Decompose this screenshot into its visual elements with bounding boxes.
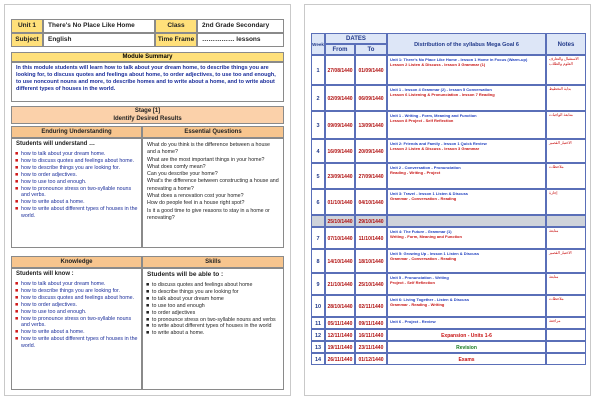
date-from: 28/10/1440 (325, 295, 355, 317)
bullet-icon: ■ (15, 329, 19, 336)
module-summary-text: In this module students will learn how to talk about your dream home, to describe things you are looking for, to discuss quotes and feelings about home, to order adjectives, to use too and enough, to use noncount nouns and more, to describe homes and to write about a home, and to write about different types of houses in the world. (11, 62, 284, 102)
notes-cell (546, 341, 586, 353)
week-number: 14 (311, 353, 325, 365)
date-from: 12/11/1440 (325, 329, 355, 341)
distribution-cell (387, 353, 546, 365)
list-item-text: how to pronounce stress on two-syllable nouns and verbs. (21, 185, 132, 199)
unit-label: Unit 1 (11, 19, 43, 33)
distribution-line: Project - Self Reflection (390, 280, 435, 286)
list-item-text: how to talk about your dream home. (21, 281, 106, 287)
week-number: 12 (311, 329, 325, 341)
date-from: 14/10/1440 (325, 249, 355, 273)
notes-cell (546, 329, 586, 341)
date-from: 16/09/1440 (325, 139, 355, 163)
col-dates-header: DATES (325, 33, 387, 44)
week-number: 1 (311, 55, 325, 85)
distribution-cell (387, 249, 546, 273)
distribution-cell (387, 317, 546, 329)
date-from: 01/10/1440 (325, 189, 355, 215)
stage-subtitle: Identify Desired Results (113, 115, 182, 122)
note-line: الاختبار القصير (549, 251, 572, 255)
date-from: 02/09/1440 (325, 85, 355, 111)
date-to: 06/09/1440 (355, 85, 387, 111)
date-to: 02/11/1440 (355, 295, 387, 317)
list-item (146, 296, 280, 303)
notes-cell (546, 215, 586, 227)
list-item (146, 323, 280, 330)
distribution-cell (387, 215, 546, 227)
col-distribution-header: Distribution of the syllabus Mega Goal 6 (387, 33, 546, 55)
note-line: إجازة (549, 191, 558, 195)
week-number (311, 215, 325, 227)
list-item (15, 316, 138, 330)
date-from: 09/09/1440 (325, 111, 355, 139)
distribution-line: Unit 6: Living Together - Listen & Discuss (390, 297, 470, 302)
list-item-text: how to order adjectives. (21, 171, 77, 178)
bullet-icon: ■ (15, 151, 19, 157)
note-line: ملاحظات (549, 165, 564, 169)
lesson-plan-page (4, 4, 291, 396)
module-summary-title: Module Summary (11, 52, 284, 62)
bullet-icon: ■ (15, 185, 19, 192)
question-item: How do people feel in a house right spot? (147, 200, 245, 207)
bullet-icon: ■ (146, 295, 150, 302)
date-from: 21/10/1440 (325, 273, 355, 295)
list-item (15, 288, 138, 295)
list-item (15, 151, 138, 158)
list-item-text: how to use too and enough. (21, 178, 87, 185)
date-to: 18/10/1440 (355, 249, 387, 273)
understandings-intro: Students will understand … (16, 141, 96, 147)
notes-cell (546, 111, 586, 139)
list-item (15, 186, 138, 200)
week-number: 8 (311, 249, 325, 273)
list-item-text: how to write about a home. (21, 199, 85, 206)
list-item-text: how to talk about your dream home. (21, 151, 106, 157)
question-item: What's the difference between constructing a house and renovating a home? (147, 178, 279, 192)
bullet-icon: ■ (15, 199, 19, 206)
notes-cell (546, 227, 586, 249)
questions-box (142, 138, 284, 248)
note-line: بداية التخطيط (549, 87, 571, 91)
date-from: 07/10/1440 (325, 227, 355, 249)
list-item (146, 303, 280, 310)
col-week-header: Week (311, 33, 325, 55)
distribution-line: Unit 5 - Pronunciation - Writing (390, 275, 449, 280)
col-from-header: From (325, 44, 355, 55)
date-to: 09/11/1440 (355, 317, 387, 329)
week-number: 2 (311, 85, 325, 111)
distribution-line: Revision (456, 345, 477, 351)
bullet-icon: ■ (15, 315, 19, 322)
bullet-icon: ■ (15, 336, 19, 343)
skills-intro: Students will be able to : (147, 271, 224, 278)
skills-box (142, 268, 284, 390)
notes-cell (546, 317, 586, 329)
list-item-text: how to order adjectives. (21, 301, 77, 308)
distribution-line: Grammar - Conversation - Reading (390, 196, 457, 202)
list-item (15, 295, 138, 302)
distribution-line: Expansion - Units 1-6 (441, 333, 492, 339)
distribution-cell (387, 111, 546, 139)
questions-header: Essential Questions (142, 126, 284, 138)
note-line: متابعة الواجبات (549, 113, 573, 117)
date-to: 20/09/1440 (355, 139, 387, 163)
date-to: 23/11/1440 (355, 341, 387, 353)
week-number: 4 (311, 139, 325, 163)
note-line: ملاحظات (549, 297, 564, 301)
list-item (15, 309, 138, 316)
distribution-line: Unit 6 - Project - Review (390, 319, 436, 324)
list-item (15, 179, 138, 186)
distribution-line: Unit 2 - Conversation - Pronunciation (390, 165, 461, 170)
list-item (146, 310, 280, 317)
list-item (146, 317, 280, 324)
note-line: الاستقبال والتعارف (549, 57, 579, 61)
distribution-line: Writing - Form, Meaning and Function (390, 234, 462, 240)
stage-box (11, 106, 284, 124)
list-item-text: to discuss quotes and feelings about home (152, 282, 253, 288)
notes-cell (546, 353, 586, 365)
list-item-text: how to describe things you are looking for. (21, 287, 120, 294)
list-item (15, 329, 138, 336)
list-item (15, 206, 138, 220)
syllabus-page (304, 4, 591, 396)
col-to-header: To (355, 44, 387, 55)
understandings-box (11, 138, 142, 248)
list-item-text: how to pronounce stress on two-syllable nouns and verbs. (21, 315, 132, 329)
list-item-text: to describe things you are looking for (152, 288, 239, 295)
distribution-line: Lesson 2 Listen & Discuss - lesson 3 Grammar (390, 146, 480, 152)
list-item (15, 165, 138, 172)
list-item-text: to talk about your dream home (152, 295, 224, 302)
bullet-icon: ■ (146, 288, 150, 295)
bullet-icon: ■ (15, 308, 19, 315)
timeframe-value: …………… lessons (197, 33, 284, 47)
week-number: 7 (311, 227, 325, 249)
date-from: 27/08/1440 (325, 55, 355, 85)
notes-cell (546, 55, 586, 85)
date-to: 29/10/1440 (355, 215, 387, 227)
list-item-text: how to write about different types of houses in the world. (21, 336, 138, 350)
question-item: What are the most important things in your home? (147, 156, 265, 163)
note-line: الاختبار القصير (549, 141, 572, 145)
stage-title: Stage [1] (134, 108, 161, 114)
bullet-icon: ■ (15, 171, 19, 178)
list-item-text: how to discuss quotes and feelings about home. (21, 157, 135, 164)
understandings-header: Enduring Understanding (11, 126, 142, 138)
list-item-text: how to discuss quotes and feelings about home. (21, 294, 135, 301)
notes-cell (546, 163, 586, 189)
distribution-line: Lesson 8 Project - Self Reflection (390, 118, 454, 124)
notes-cell (546, 295, 586, 317)
list-item-text: how to describe things you are looking for. (21, 164, 120, 171)
list-item-text: to write about different types of houses in the world (152, 323, 272, 330)
notes-cell (546, 139, 586, 163)
list-item (146, 282, 280, 289)
bullet-icon: ■ (15, 281, 19, 287)
date-to: 11/10/1440 (355, 227, 387, 249)
question-item: What do you think is the difference between a house and a home? (147, 142, 270, 156)
week-number: 10 (311, 295, 325, 317)
date-to: 16/11/1440 (355, 329, 387, 341)
week-number: 5 (311, 163, 325, 189)
distribution-line: Unit 1 - lesson 4 Grammar (2) - lesson 5 Conversation (390, 87, 492, 92)
week-number: 9 (311, 273, 325, 295)
list-item-text: to order adjectives (152, 309, 196, 316)
distribution-cell (387, 85, 546, 111)
list-item-text: how to use too and enough. (21, 308, 87, 315)
list-item (146, 330, 280, 337)
date-to: 01/09/1440 (355, 55, 387, 85)
distribution-line: Unit 3: Travel - lesson 1 Listen & Discuss (390, 191, 469, 196)
skills-list (143, 280, 283, 339)
question-item: Can you describe your home? (147, 171, 218, 178)
distribution-line: Unit 5: Growing Up - lesson 1 Listen & Discuss (390, 251, 480, 256)
distribution-cell (387, 341, 546, 353)
date-to: 04/10/1440 (355, 189, 387, 215)
bullet-icon: ■ (15, 294, 19, 301)
bullet-icon: ■ (15, 164, 19, 171)
distribution-cell (387, 295, 546, 317)
col-notes-header: Notes (546, 33, 586, 55)
distribution-line: Grammar - Conversation - Reading (390, 256, 457, 262)
note-line: العلوم والطلاب (549, 62, 573, 66)
distribution-cell (387, 227, 546, 249)
distribution-cell (387, 273, 546, 295)
list-item-text: how to write about a home. (21, 329, 85, 336)
bullet-icon: ■ (15, 206, 19, 213)
distribution-line: Exams (458, 357, 475, 363)
list-item (15, 172, 138, 179)
class-value: 2nd Grade Secondary (197, 19, 284, 33)
knowledge-list (12, 279, 141, 352)
notes-cell (546, 85, 586, 111)
list-item (15, 302, 138, 309)
week-number: 3 (311, 111, 325, 139)
class-label: Class (155, 19, 197, 33)
list-item-text: to use too and enough (152, 302, 205, 309)
list-item (15, 158, 138, 165)
bullet-icon: ■ (146, 302, 150, 309)
list-item (15, 281, 138, 288)
distribution-cell (387, 329, 546, 341)
date-to: 27/09/1440 (355, 163, 387, 189)
timeframe-label: Time Frame (155, 33, 197, 47)
notes-cell (546, 249, 586, 273)
knowledge-intro: Students will know : (16, 271, 74, 277)
distribution-line: Grammar - Reading - Writing (390, 302, 445, 308)
bullet-icon: ■ (15, 157, 19, 164)
note-line: متابعة (549, 275, 559, 279)
date-from: 23/09/1440 (325, 163, 355, 189)
subject-label: Subject (11, 33, 43, 47)
list-item-text: to pronounce stress on two-syllable nouns and verbs (152, 316, 276, 323)
distribution-line: Unit 1: There's No Place Like Home - lesson 1 Home in Focus (Warm-up) (390, 57, 528, 62)
date-from: 19/11/1440 (325, 341, 355, 353)
list-item-text: to write about a home. (152, 330, 205, 337)
date-from: 26/11/1440 (325, 353, 355, 365)
distribution-cell (387, 139, 546, 163)
bullet-icon: ■ (146, 316, 150, 323)
date-to: 01/12/1440 (355, 353, 387, 365)
date-to: 25/10/1440 (355, 273, 387, 295)
understandings-list (12, 149, 141, 222)
distribution-line: Unit 2: Friends and Family - lesson 1 Quick Review (390, 141, 487, 146)
knowledge-header: Knowledge (11, 256, 142, 268)
week-number: 13 (311, 341, 325, 353)
question-item: What does comfy mean? (147, 163, 206, 170)
list-item (15, 199, 138, 206)
knowledge-box (11, 268, 142, 390)
distribution-cell (387, 163, 546, 189)
bullet-icon: ■ (15, 287, 19, 294)
week-number: 6 (311, 189, 325, 215)
list-item (146, 289, 280, 296)
notes-cell (546, 189, 586, 215)
date-from: 05/11/1440 (325, 317, 355, 329)
bullet-icon: ■ (146, 309, 150, 316)
distribution-line: Unit 1 - Writing - Form, Meaning and Function (390, 113, 477, 118)
bullet-icon: ■ (15, 301, 19, 308)
questions-list (143, 139, 283, 225)
bullet-icon: ■ (146, 330, 150, 337)
distribution-line: Reading - Writing - Project (390, 170, 441, 176)
bullet-icon: ■ (146, 282, 150, 288)
distribution-line: Lesson 6 Listening & Pronunciation - lesson 7 Reading (390, 92, 495, 98)
skills-header: Skills (142, 256, 284, 268)
bullet-icon: ■ (146, 323, 150, 330)
note-line: متابعة (549, 229, 559, 233)
date-from: 25/10/1440 (325, 215, 355, 227)
distribution-cell (387, 55, 546, 85)
notes-cell (546, 273, 586, 295)
distribution-cell (387, 189, 546, 215)
bullet-icon: ■ (15, 178, 19, 185)
distribution-line: Lesson 2 Listen & Discuss - lesson 3 Grammar (1) (390, 62, 486, 68)
list-item (15, 336, 138, 350)
week-number: 11 (311, 317, 325, 329)
subject-value: English (43, 33, 155, 47)
list-item-text: how to write about different types of houses in the world. (21, 206, 138, 220)
note-line: مراجعة (549, 319, 561, 323)
question-item: What does a renovation cost your home? (147, 193, 244, 200)
date-to: 13/09/1440 (355, 111, 387, 139)
distribution-line: Unit 4: The Future - Grammar (1) (390, 229, 452, 234)
question-item: Is it a good time to give reasons to stay in a home or renovating? (147, 207, 270, 221)
unit-title: There's No Place Like Home (43, 19, 155, 33)
